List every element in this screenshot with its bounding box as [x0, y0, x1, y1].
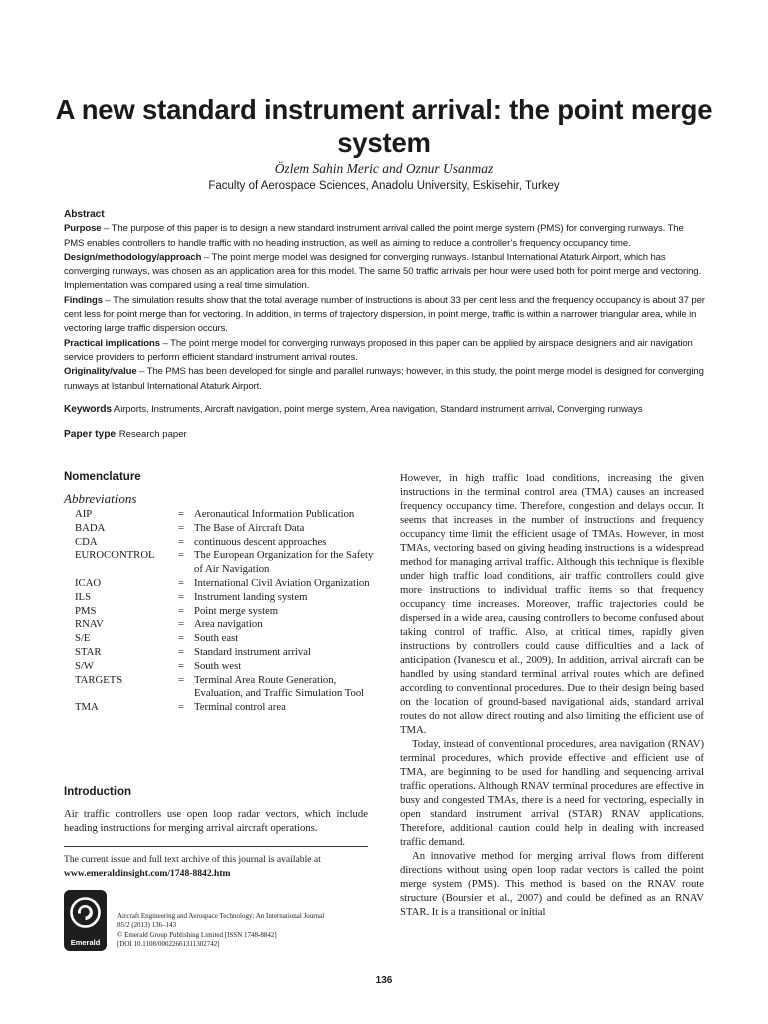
abbreviation-row: [75, 591, 375, 605]
keywords: [64, 403, 724, 417]
equals-sign: =: [178, 549, 185, 562]
abbreviation-row: [75, 549, 375, 577]
abbreviation-definition: Point merge system: [194, 604, 279, 617]
abbreviation-definition: Terminal control area: [194, 701, 286, 714]
journal-volume: 85/2 (2013) 136–143: [117, 921, 177, 930]
abstract-findings: [64, 294, 706, 337]
archive-note: [64, 853, 368, 881]
abbreviation: RNAV: [75, 618, 104, 631]
abstract-label: Originality/value: [64, 366, 137, 378]
equals-sign: =: [178, 590, 185, 603]
abbreviation-row: [75, 674, 375, 702]
abstract-design: [64, 251, 706, 294]
abbreviation: S/W: [75, 659, 95, 672]
abbreviation-row: [75, 618, 375, 632]
abbreviation: TARGETS: [75, 673, 123, 686]
abbreviation-row: [75, 577, 375, 591]
abbreviation-definition: continuous descent approaches: [194, 535, 327, 548]
abbreviation-definition: International Civil Aviation Organization: [194, 576, 370, 589]
abbreviation-row: [75, 646, 375, 660]
abstract-text: – The simulation results show that the total average number of instructions is about 33 per cent less and the frequency occupancy is about 37 per cent less for point merge than for vectoring. In addition, in terms of trajectory dispersion, in point merge, traffic is within a narrower triangular area, while in vectoring large traffic dispersion occurs.: [64, 294, 705, 335]
abbreviation: CDA: [75, 535, 98, 548]
keywords-text: Airports, Instruments, Aircraft navigation, point merge system, Area navigation, Standard instrument arrival, Converging runways: [113, 404, 643, 415]
equals-sign: =: [178, 604, 185, 617]
abbreviation: PMS: [75, 604, 97, 617]
abstract-label: Design/methodology/approach: [64, 251, 202, 263]
equals-sign: =: [178, 673, 185, 686]
abbreviation-definition: Terminal Area Route Generation, Evaluation, and Traffic Simulation Tool: [194, 673, 365, 700]
abbreviation-definition: Instrument landing system: [194, 590, 308, 603]
nomenclature-heading: Nomenclature: [64, 471, 141, 483]
abbreviation-definition: South east: [194, 632, 239, 645]
abstract-originality: [64, 365, 706, 394]
abbreviation-definition: Area navigation: [194, 618, 263, 631]
introduction-heading: Introduction: [64, 786, 132, 798]
abbreviation-row: [75, 605, 375, 619]
abstract-purpose: [64, 222, 706, 251]
abbreviations-heading: Abbreviations: [64, 491, 137, 506]
abbreviation: AIP: [75, 508, 93, 520]
abbreviations-table: [75, 508, 375, 715]
abbreviation: EUROCONTROL: [75, 549, 155, 562]
equals-sign: =: [178, 535, 185, 548]
abstract-label: Practical implications: [64, 337, 160, 349]
emerald-logo-text: Emerald: [70, 938, 101, 947]
emerald-logo: [64, 890, 107, 951]
journal-info: [117, 912, 377, 950]
page-number: 136: [375, 975, 393, 986]
paper-type-label: Paper type: [64, 429, 117, 440]
body-paragraph: Today, instead of conventional procedures, area navigation (RNAV) terminal procedures, which provide effective and efficient use of TMA, are beginning to be used for handling and sequencing arrival traffic operations. Although RNAV terminal procedures are effective in busy and congested TMAs, there is a need for vectoring, especially in open standard instrument arrival (STAR) RNAV applications. Therefore, additional caution could help in dealing with increased traffic demand.: [400, 738, 705, 848]
abbreviation-row: [75, 632, 375, 646]
abstract-heading: Abstract: [64, 209, 105, 220]
equals-sign: =: [178, 576, 185, 589]
abbreviation-row: [75, 536, 375, 550]
footnote-divider: [64, 846, 368, 847]
equals-sign: =: [178, 701, 185, 714]
equals-sign: =: [178, 521, 185, 534]
abstract-text: – The point merge model for converging runways proposed in this paper can be applied by airspace designers and air navigation service providers to perform efficient standard instrument arrival routes.: [64, 337, 693, 363]
abstract-practical: [64, 337, 706, 366]
abbreviation-row: [75, 701, 375, 715]
body-paragraph: However, in high traffic load conditions, increasing the given instructions in the terminal control area (TMA) causes an increased frequency occupancy time. Therefore, congestion and delays occur. It seems that increases in the number of instructions and frequency occupancy time limit the efficient usage of TMAs. However, in most TMAs, vectoring based on giving heading instructions is a widespread method for managing arrival traffic. Although this technique is flexible under high traffic load conditions, air traffic controllers could give more instructions to individual traffic items so that frequency occupancy time increases. Moreover, traffic trajectories could be dispersed in a wide area, causing controllers to become confused about taking control of traffic. Also, at critical times, rapidly given instructions by controllers could cause difficulties and a lack of anticipation (Ivanescu et al., 2009). In addition, arrival aircraft can be handled by using standard terminal arrival routes which are defined according to conventional procedures. Due to their design being based on the location of ground-based navigational aids, standard arrival routes do not allow direct routing and also limiting the efficient use of TMA.: [400, 472, 704, 736]
paper-type: [64, 428, 724, 442]
equals-sign: =: [178, 508, 185, 520]
author-list: Özlem Sahin Meric and Oznur Usanmaz: [274, 161, 494, 176]
abstract-text: – The point merge model was designed for converging runways. Istanbul International Ataturk Airport, which has converging runways, was chosen as an application area for this model. The same 50 traffic arrivals per hour were used both for point merge and vectoring. Implementation was compared using a real time simulation.: [64, 251, 702, 292]
abbreviation-definition: South west: [194, 659, 242, 672]
abbreviation: TMA: [75, 701, 99, 714]
abbreviation-row: [75, 508, 375, 522]
body-right-column: [400, 471, 704, 919]
equals-sign: =: [178, 618, 185, 631]
abbreviation: ILS: [75, 590, 92, 603]
abbreviation-definition: Aeronautical Information Publication: [194, 508, 355, 520]
keywords-label: Keywords: [64, 404, 112, 415]
abbreviation: STAR: [75, 645, 102, 658]
abstract-label: Findings: [64, 294, 103, 306]
abbreviation-row: [75, 660, 375, 674]
archive-url-link[interactable]: www.emeraldinsight.com/1748-8842.htm: [64, 868, 231, 879]
abstract-label: Purpose: [64, 223, 102, 235]
abbreviation: S/E: [75, 632, 91, 645]
abbreviation-definition: The European Organization for the Safety of Air Navigation: [194, 549, 374, 576]
abbreviation: ICAO: [75, 576, 102, 589]
paper-title: A new standard instrument arrival: the point merge system: [55, 94, 713, 158]
copyright: © Emerald Group Publishing Limited [ISSN 1748-8842]: [117, 930, 277, 939]
equals-sign: =: [178, 632, 185, 645]
introduction-text: Air traffic controllers use open loop radar vectors, which include heading instructions for merging arrival aircraft operations.: [64, 808, 368, 834]
abbreviation-definition: The Base of Aircraft Data: [194, 521, 305, 534]
abstract-text: – The purpose of this paper is to design a new standard instrument arrival called the point merge system (PMS) for converging runways. The PMS enables controllers to handle traffic with no heading instruction, as well as aiming to reduce a controller’s frequency occupancy time.: [64, 223, 684, 249]
abbreviation-row: [75, 522, 375, 536]
archive-note-text: The current issue and full text archive of this journal is available at: [64, 854, 321, 865]
equals-sign: =: [178, 645, 185, 658]
doi: [DOI 10.1108/00022661311302742]: [117, 940, 220, 949]
abbreviation-definition: Standard instrument arrival: [194, 645, 311, 658]
equals-sign: =: [178, 659, 185, 672]
body-paragraph: An innovative method for merging arrival flows from different directions without using open loop radar vectors is called the point merge system (PMS). This method is based on the RNAV route structure (Boursier et al., 2007) and could be defined as an RNAV STAR. It is a transitional or initial: [400, 850, 704, 918]
emerald-e-icon: [69, 896, 102, 929]
abstract: [64, 208, 706, 394]
paper-type-text: Research paper: [118, 429, 187, 440]
journal-name: Aircraft Engineering and Aerospace Technology: An International Journal: [117, 912, 325, 920]
abbreviation: BADA: [75, 521, 106, 534]
affiliation: Faculty of Aerospace Sciences, Anadolu University, Eskisehir, Turkey: [208, 180, 560, 192]
abstract-text: – The PMS has been developed for single and parallel runways; however, in this study, the point merge model is designed for converging runways at Istanbul International Ataturk Airport.: [64, 366, 704, 392]
